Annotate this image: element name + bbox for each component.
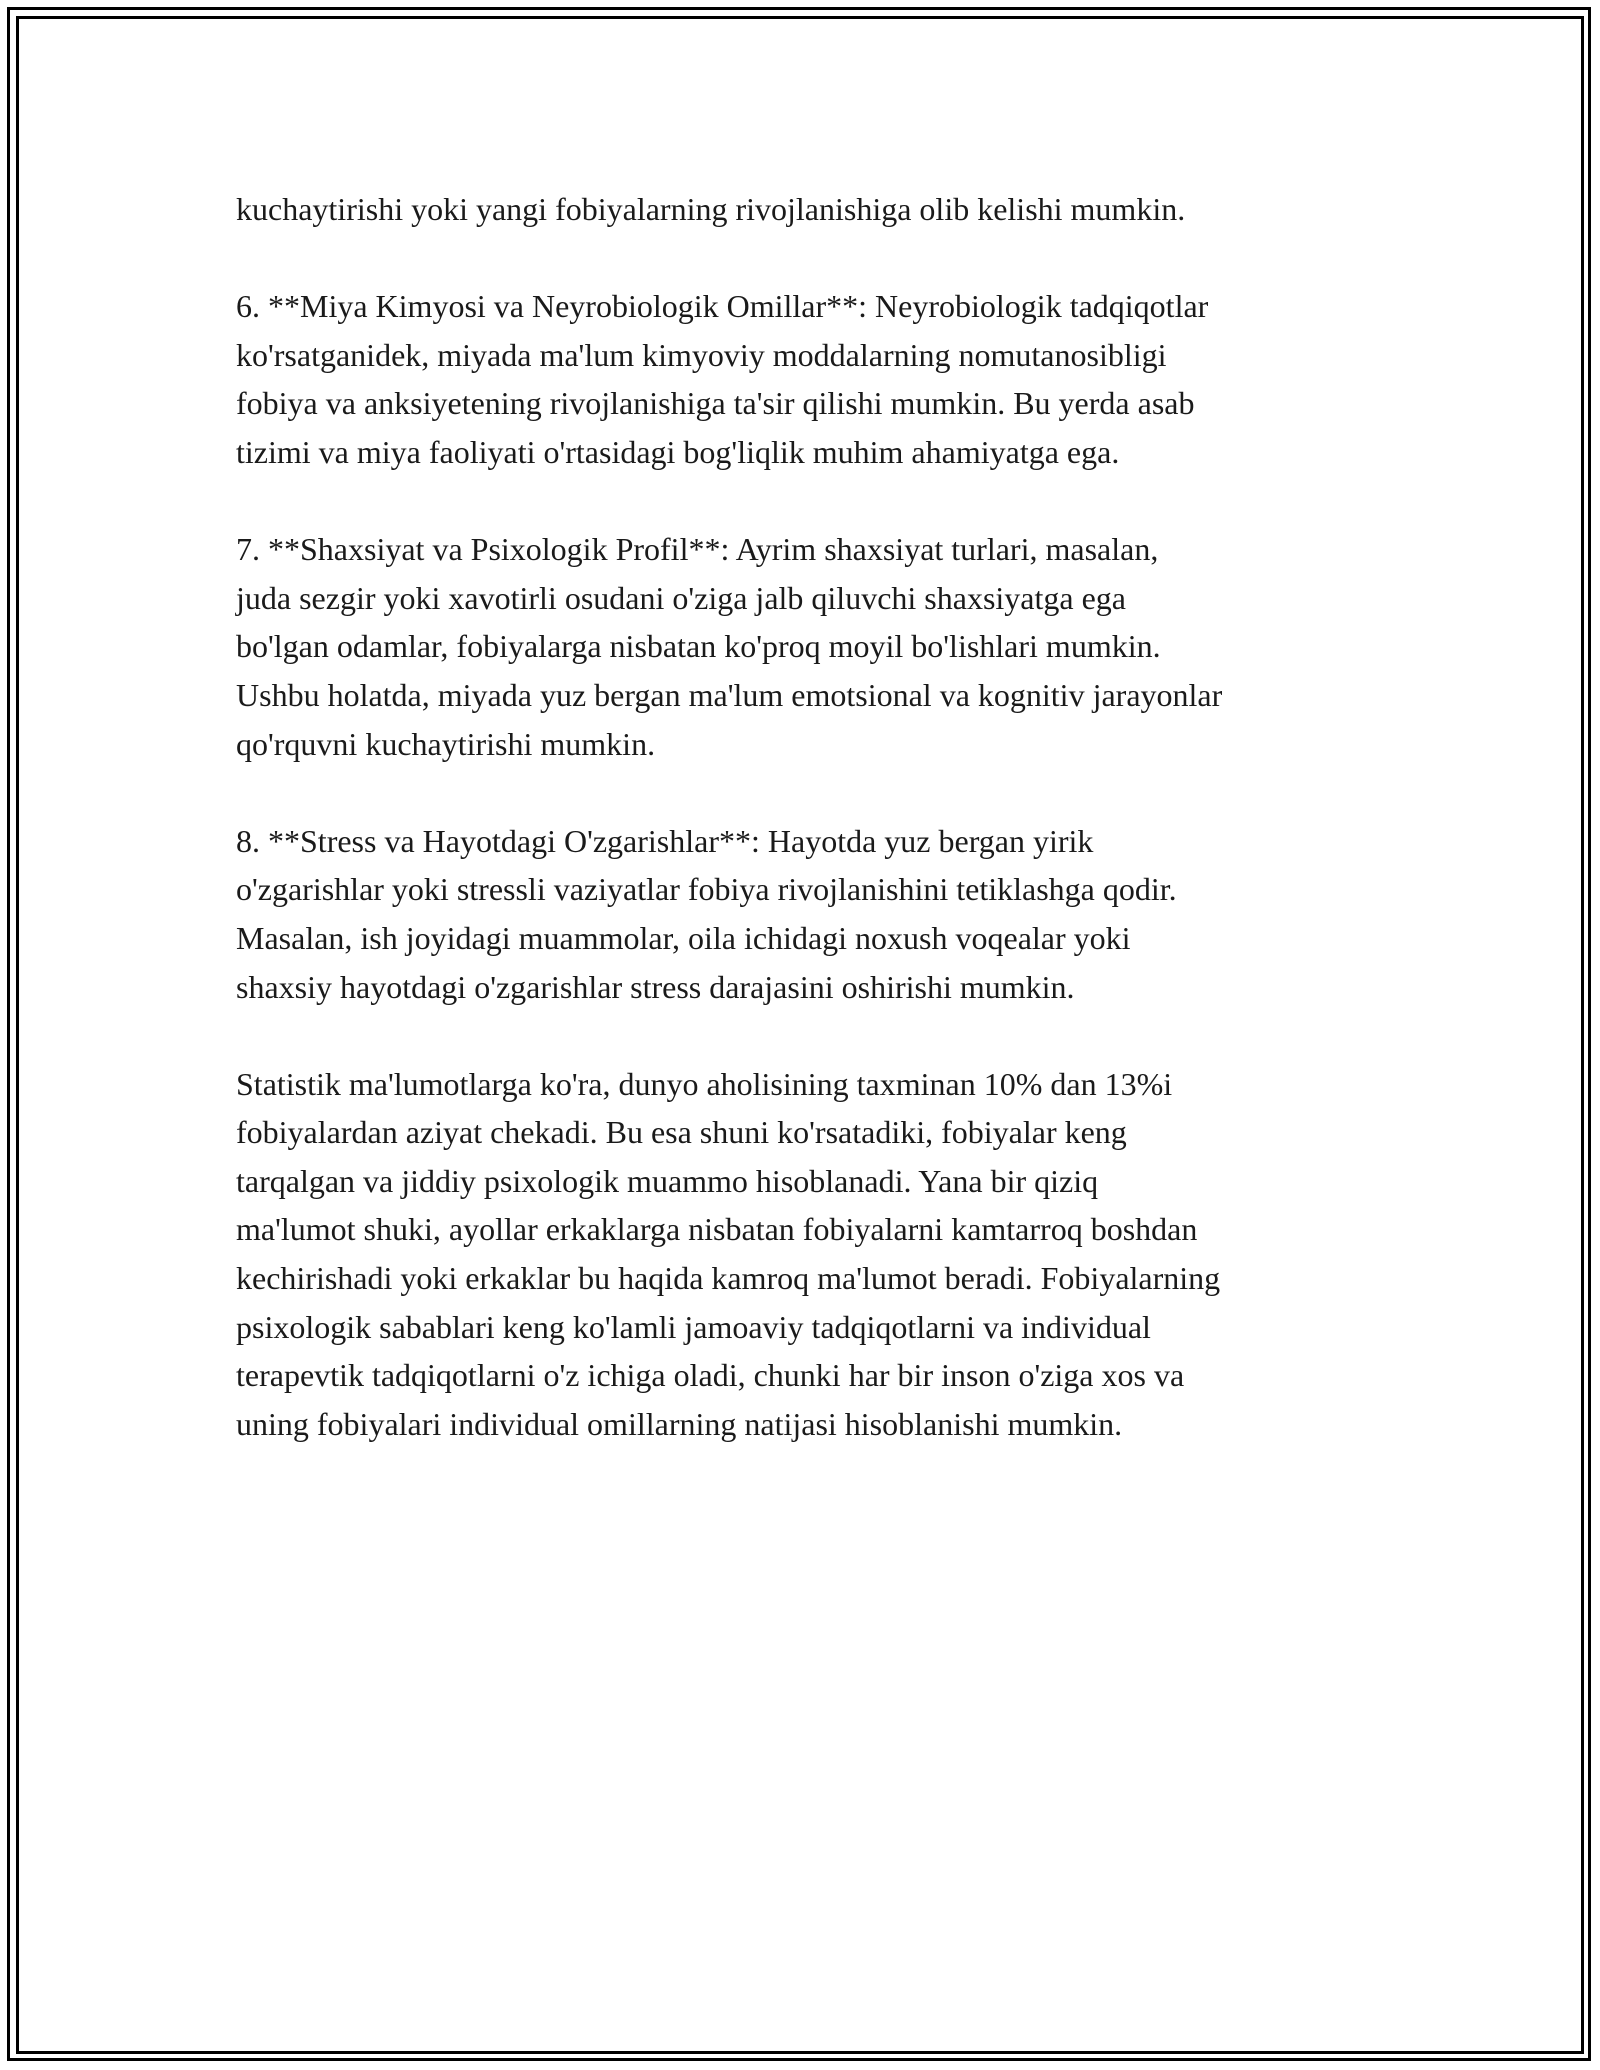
paragraph-continuation: kuchaytirishi yoki yangi fobiyalarning rivojlanishiga olib kelishi mumkin. — [236, 191, 1186, 227]
paragraph-item-6: 6. **Miya Kimyosi va Neyrobiologik Omillar**: Neyrobiologik tadqiqotlar ko'rsatganidek, miyada ma'lum kimyoviy moddalarning nomutanosibligi fobiya va anksiyetening rivojlanishiga ta'sir qilishi mumkin. Bu yerda asab tizimi va miya faoliyati o'rtasidagi bog'liqlik muhim ahamiyatga ega. — [236, 288, 1209, 470]
document-body — [236, 185, 1386, 1497]
paragraph-item-7: 7. **Shaxsiyat va Psixologik Profil**: Ayrim shaxsiyat turlari, masalan, juda sezgir yoki xavotirli osudani o'ziga jalb qiluvchi shaxsiyatga ega bo'lgan odamlar, fobiyalarga nisbatan ko'proq moyil bo'lishlari mumkin. Ushbu holatda, miyada yuz bergan ma'lum emotsional va kognitiv jarayonlar qo'rquvni kuchaytirishi mumkin. — [236, 531, 1223, 762]
paragraph-item-8: 8. **Stress va Hayotdagi O'zgarishlar**: Hayotda yuz bergan yirik o'zgarishlar yoki stressli vaziyatlar fobiya rivojlanishini tetiklashga qodir. Masalan, ish joyidagi muammolar, oila ichidagi noxush voqealar yoki shaxsiy hayotdagi o'zgarishlar stress darajasini oshirishi mumkin. — [236, 822, 1177, 1005]
paragraph-statistics: Statistik ma'lumotlarga ko'ra, dunyo aholisining taxminan 10% dan 13%i fobiyalardan aziyat chekadi. Bu esa shuni ko'rsatadiki, fobiyalar keng tarqalgan va jiddiy psixologik muammo hisoblanadi. Yana bir qiziq ma'lumot shuki, ayollar erkaklarga nisbatan fobiyalarni kamtarroq boshdan kechirishadi yoki erkaklar bu haqida kamroq ma'lumot beradi. Fobiyalarning psixologik sabablari keng ko'lamli jamoaviy tadqiqotlarni va individual terapevtik tadqiqotlarni o'z ichiga oladi, chunki har bir inson o'ziga xos va uning fobiyalari individual omillarning natijasi hisoblanishi mumkin. — [236, 1065, 1221, 1442]
